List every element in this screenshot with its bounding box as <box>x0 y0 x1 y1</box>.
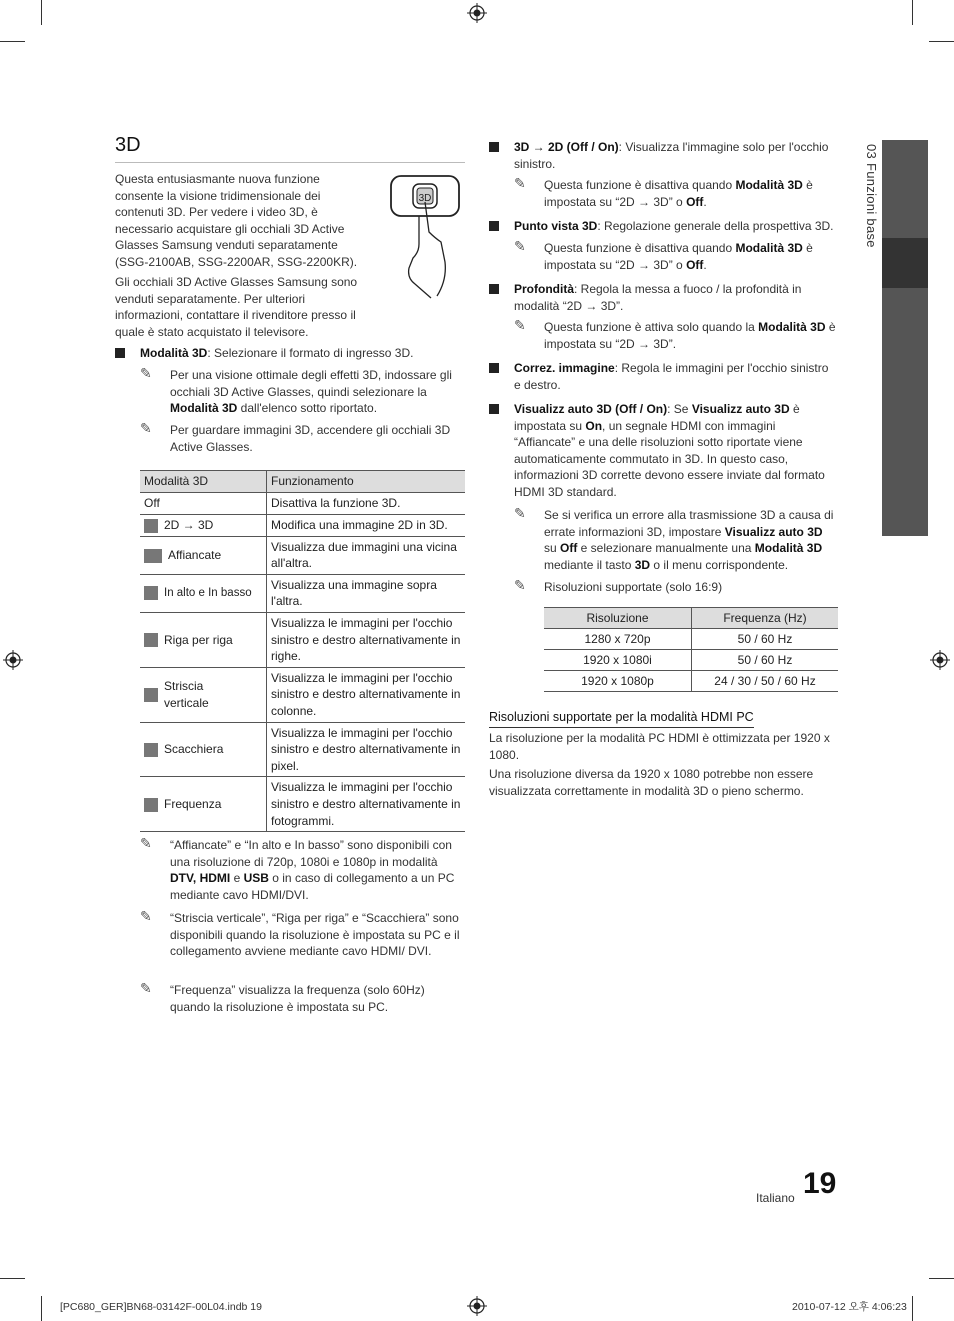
registration-mark-icon <box>930 650 950 670</box>
remote-3d-button-icon <box>385 172 465 300</box>
table-row: Striscia verticale Visualizza le immagini per l'occhio sinistro e destro alternativamente in colonne. <box>140 667 465 722</box>
chapter-tab-block <box>882 140 928 238</box>
bullet <box>489 221 499 231</box>
table-row: 1920 x 1080i 50 / 60 Hz <box>544 650 838 671</box>
page-number: 19 <box>803 1167 837 1200</box>
table-row: Riga per riga Visualizza le immagini per l'occhio sinistro e destro alternativamente in righe. <box>140 612 465 667</box>
note-pencil-icon: ✎ <box>514 175 526 191</box>
note-side-by-side: “Affiancate” e “In alto e In basso” sono disponibili con una risoluzione di 720p, 1080i e 1080p in modalità DTV, HDMI e USB o in caso di collegamento a un PC mediante cavo HDMI/DVI. <box>170 838 455 902</box>
note-pencil-icon: ✎ <box>140 835 152 851</box>
note-supported-res: Risoluzioni supportate (solo 16:9) <box>544 580 723 594</box>
subsection-heading: Risoluzioni supportate per la modalità HDMI PC <box>489 709 754 728</box>
table-row: Scacchiera Visualizza le immagini per l'occhio sinistro e destro alternativamente in pixel. <box>140 722 465 777</box>
registration-mark-icon <box>3 650 23 670</box>
note-pencil-icon: ✎ <box>514 238 526 254</box>
table-header: Risoluzione <box>544 608 692 629</box>
note-stripe: “Striscia verticale”, “Riga per riga” e “Scacchiera” sono disponibili quando la risoluzione è impostata su PC e il collegamento avviene mediante cavo HDMI/ DVI. <box>170 911 460 959</box>
crop-mark <box>41 0 42 25</box>
crop-mark <box>912 1296 913 1321</box>
table-header: Modalità 3D <box>140 471 267 493</box>
crop-mark <box>912 0 913 25</box>
mode-vertical-stripe-icon <box>144 688 158 702</box>
bullet <box>115 348 125 358</box>
mode-2d3d-icon <box>144 519 158 533</box>
crop-mark <box>929 41 954 42</box>
note-pencil-icon: ✎ <box>140 908 152 924</box>
intro-paragraph: Questa entusiasmante nuova funzione consente la visione tridimensionale dei contenuti 3D. Per vedere i video 3D, è necessario acquistare gli occhiali 3D Active Glasses Samsung venduti separatamente (SSG-2100AB, SSG-2200AR, SSG-2200KR). <box>115 172 358 269</box>
bullet-profondita: Profondità: Regola la messa a fuoco / la profondità in modalità “2D → 3D”. <box>514 282 802 313</box>
table-row: Affiancate Visualizza due immagini una vicina all'altra. <box>140 536 465 574</box>
bullet <box>489 284 499 294</box>
pc-paragraph-1: La risoluzione per la modalità PC HDMI è ottimizzata per 1920 x 1080. <box>489 731 830 762</box>
note-3d-to-2d: Questa funzione è disattiva quando Modalità 3D è impostata su “2D → 3D” o Off. <box>544 178 813 209</box>
table-header: Frequenza (Hz) <box>692 608 839 629</box>
registration-mark-icon <box>467 1296 487 1316</box>
registration-mark-icon <box>467 3 487 23</box>
note-auto-error: Se si verifica un errore alla trasmissione 3D a causa di errate informazioni 3D, impostare Visualizz auto 3D su Off e selezionare manualmente una Modalità 3D mediante il tasto 3D o il menu corrispondente. <box>544 508 834 572</box>
mode-checkerboard-icon <box>144 743 158 757</box>
intro-paragraph-2a <box>115 274 365 340</box>
table-row: 2D → 3D Modifica una immagine 2D in 3D. <box>140 514 465 536</box>
table-row: 1280 x 720p 50 / 60 Hz <box>544 629 838 650</box>
note-punto-vista: Questa funzione è disattiva quando Modalità 3D è impostata su “2D → 3D” o Off. <box>544 241 813 272</box>
mode-frequency-icon <box>144 798 158 812</box>
note-pencil-icon: ✎ <box>140 980 152 996</box>
pc-paragraph-2: Una risoluzione diversa da 1920 x 1080 potrebbe non essere visualizzata correttamente in modalità 3D o pieno schermo. <box>489 767 814 798</box>
bullet <box>489 363 499 373</box>
page-language: Italiano <box>756 1191 795 1205</box>
bullet-punto-vista: Punto vista 3D: Regolazione generale della prospettiva 3D. <box>514 219 834 233</box>
note-frequency: “Frequenza” visualizza la frequenza (solo 60Hz) quando la risoluzione è impostata su PC. <box>170 983 425 1014</box>
bullet <box>489 404 499 414</box>
table-row: Frequenza Visualizza le immagini per l'occhio sinistro e destro alternativamente in fotogrammi. <box>140 777 465 832</box>
table-row: 1920 x 1080p 24 / 30 / 50 / 60 Hz <box>544 671 838 692</box>
crop-mark <box>41 1296 42 1321</box>
mode-top-bottom-icon <box>144 586 158 600</box>
bullet-visualizz-auto: Visualizz auto 3D (Off / On): Se Visualizz auto 3D è impostata su On, un segnale HDMI con immagini “Affiancate” e una delle risoluzioni sotto riportate viene automaticamente commutato in 3D. In questo caso, informazioni 3D corrette devono essere inviate dal formato HDMI 3D standard. <box>514 402 825 499</box>
crop-mark <box>0 41 25 42</box>
bullet-modalita-3d: Modalità 3D: Selezionare il formato di ingresso 3D. <box>140 346 414 360</box>
chapter-tab-block <box>882 288 928 536</box>
note-3d-optimal: Per una visione ottimale degli effetti 3D, indossare gli occhiali 3D Active Glasses, quindi selezionare la Modalità 3D dall'elenco sotto riportato. <box>170 368 452 416</box>
chapter-tab-label: 03 Funzioni base <box>864 144 879 248</box>
svg-text:3D: 3D <box>418 193 432 204</box>
table-row: Off Disattiva la funzione 3D. <box>140 493 465 515</box>
intro-paragraph-2: Gli occhiali 3D Active Glasses Samsung sono venduti separatamente. Per ulteriori informazioni, contattare il rivenditore presso il quale è stato acquistato il televisore. <box>115 275 358 339</box>
note-pencil-icon: ✎ <box>514 577 526 593</box>
note-pencil-icon: ✎ <box>140 420 152 436</box>
mode-3d-table <box>140 470 465 832</box>
bullet-3d-to-2d: 3D → 2D (Off / On): Visualizza l'immagine solo per l'occhio sinistro. <box>514 140 829 171</box>
crop-mark <box>0 1278 25 1279</box>
note-pencil-icon: ✎ <box>514 505 526 521</box>
mode-line-by-line-icon <box>144 633 158 647</box>
note-profondita: Questa funzione è attiva solo quando la Modalità 3D è impostata su “2D → 3D”. <box>544 320 836 351</box>
title-rule <box>115 162 465 163</box>
note-pencil-icon: ✎ <box>514 317 526 333</box>
bullet <box>489 142 499 152</box>
table-header: Funzionamento <box>267 471 466 493</box>
resolution-table <box>544 607 838 692</box>
mode-side-by-side-icon <box>144 549 162 563</box>
table-row: In alto e In basso Visualizza una immagine sopra l'altra. <box>140 574 465 612</box>
note-pencil-icon: ✎ <box>140 365 152 381</box>
chapter-tab-active-block <box>882 238 928 288</box>
note-glasses-on: Per guardare immagini 3D, accendere gli occhiali 3D Active Glasses. <box>170 423 451 454</box>
section-title: 3D <box>115 134 141 156</box>
crop-mark <box>929 1278 954 1279</box>
footer-date: 2010-07-12 오후 4:06:23 <box>792 1301 907 1313</box>
bullet-correz-immagine: Correz. immagine: Regola le immagini per l'occhio sinistro e destro. <box>514 361 829 392</box>
footer-file: [PC680_GER]BN68-03142F-00L04.indb 19 <box>60 1301 262 1313</box>
